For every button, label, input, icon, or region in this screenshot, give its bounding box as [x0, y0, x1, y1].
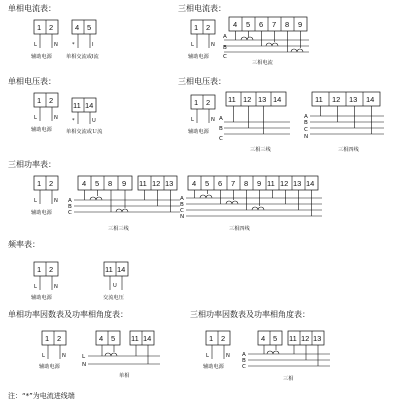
terminal-label: 1	[37, 179, 42, 188]
terminal-label: 2	[206, 23, 211, 32]
terminal-label: 4	[75, 23, 80, 32]
line-label: L	[34, 115, 37, 121]
voltage-terminal-block	[66, 98, 103, 135]
terminal-label: 1	[37, 23, 42, 32]
pf-single-terminal-block	[82, 331, 160, 379]
terminal-label: 8	[285, 20, 290, 29]
phase-label: C	[223, 54, 227, 60]
terminal-label: 7	[231, 179, 236, 188]
terminal-label: 5	[95, 179, 100, 188]
aux-power-label: 辅助电源	[31, 127, 52, 133]
terminal-label: 12	[152, 179, 161, 188]
three-power-section	[8, 159, 322, 232]
phase-label: B	[180, 202, 184, 208]
pf-three-terminal-block	[242, 331, 330, 382]
terminal-label: 1	[194, 23, 199, 32]
current-mark: I	[92, 42, 94, 48]
signal-label: 单相交流或Ｕ流	[66, 129, 103, 135]
neutral-label: N	[54, 115, 58, 121]
terminal-label: 4	[82, 179, 87, 188]
single-current-section	[8, 3, 99, 60]
terminal-label: 12	[243, 95, 252, 104]
terminal-label: 4	[233, 20, 238, 29]
aux-power-label: 辅助电源	[188, 54, 209, 60]
single-pf-section	[8, 309, 160, 379]
footnote: 注：“*”为电流进线端	[8, 392, 75, 400]
phase-label: B	[219, 126, 223, 132]
aux-power-label: 辅助电源	[31, 295, 52, 301]
section-title: 单相电流表：	[8, 4, 56, 13]
terminal-label: 14	[366, 95, 375, 104]
phase-label: N	[82, 362, 87, 368]
terminal-label: 2	[57, 334, 62, 343]
voltage-3w-terminal-block	[219, 92, 290, 153]
terminal-label: 9	[257, 179, 262, 188]
terminal-label: 5	[111, 334, 116, 343]
neutral-label: N	[54, 42, 58, 48]
terminal-label: 13	[258, 95, 267, 104]
terminal-label: 4	[99, 334, 104, 343]
terminal-label: 13	[165, 179, 174, 188]
signal-label: 单相	[119, 373, 130, 379]
terminal-label: 14	[143, 334, 152, 343]
power-terminal-block	[31, 176, 58, 216]
terminal-label: 11	[105, 265, 113, 274]
terminal-label: 11	[139, 179, 147, 188]
terminal-label: 4	[192, 179, 197, 188]
aux-power-label: 辅助电源	[188, 129, 209, 135]
signal-label: 三相三线	[250, 147, 271, 153]
terminal-label: 13	[349, 95, 358, 104]
terminal-label: 9	[122, 179, 127, 188]
section-title: 三相功率因数表及功率相角度表：	[190, 310, 310, 319]
line-label: L	[206, 353, 209, 359]
terminal-label: 8	[108, 179, 113, 188]
phase-label: B	[68, 204, 72, 210]
frequency-section	[8, 239, 128, 301]
aux-power-label: 辅助电源	[203, 364, 224, 370]
phase-label: C	[304, 127, 308, 133]
section-title: 三相电压表：	[178, 77, 226, 86]
voltage-4w-terminal-block	[304, 92, 384, 153]
section-title: 三相功率表：	[8, 160, 56, 169]
terminal-label: 1	[194, 98, 199, 107]
power-terminal-block	[203, 331, 230, 370]
section-title: 频率表：	[8, 240, 40, 249]
section-title: 三相电流表：	[178, 4, 226, 13]
terminal-label: 1	[209, 334, 214, 343]
phase-label: A	[219, 116, 223, 122]
neutral-label: N	[211, 117, 215, 123]
terminal-label: 2	[49, 23, 54, 32]
terminal-label: 1	[45, 334, 50, 343]
phase-label: C	[242, 364, 246, 370]
terminal-label: 14	[306, 179, 315, 188]
three-voltage-section	[178, 76, 384, 153]
terminal-label: 13	[313, 334, 322, 343]
phase-label: B	[304, 120, 308, 126]
terminal-label: 5	[87, 23, 92, 32]
line-label: L	[191, 117, 194, 123]
line-label: L	[34, 42, 37, 48]
power-terminal-block	[188, 95, 215, 135]
signal-label: 三相	[283, 376, 294, 382]
incoming-mark: *	[72, 118, 75, 124]
single-voltage-section	[8, 76, 103, 135]
voltage-mark: U	[113, 283, 117, 289]
frequency-terminal-block	[103, 262, 128, 301]
terminal-label: 1	[37, 265, 42, 274]
phase-label: N	[304, 134, 309, 140]
signal-label: 三相三线	[108, 226, 129, 232]
signal-label: 交流电压	[103, 295, 124, 301]
voltage-mark: U	[92, 118, 96, 124]
terminal-label: 14	[85, 101, 94, 110]
power-4w-terminal-block	[180, 176, 322, 232]
neutral-label: N	[62, 353, 66, 359]
terminal-label: 4	[261, 334, 266, 343]
section-title: 单相电压表：	[8, 77, 56, 86]
signal-label: 三相四线	[338, 147, 359, 153]
power-3w-terminal-block	[68, 176, 180, 232]
terminal-label: 5	[205, 179, 210, 188]
power-terminal-block	[39, 331, 66, 370]
terminal-label: 12	[280, 179, 289, 188]
terminal-label: 14	[117, 265, 126, 274]
incoming-mark: *	[72, 42, 75, 48]
terminal-label: 11	[131, 334, 139, 343]
phase-label: A	[304, 114, 308, 120]
aux-power-label: 辅助电源	[39, 364, 60, 370]
terminal-label: 11	[228, 95, 236, 104]
terminal-label: 13	[293, 179, 302, 188]
phase-label: C	[219, 136, 223, 142]
aux-power-label: 辅助电源	[31, 210, 52, 216]
terminal-label: 1	[37, 96, 42, 105]
three-pf-section	[190, 309, 330, 382]
phase-label: L	[82, 354, 86, 360]
neutral-label: N	[54, 198, 58, 204]
line-label: L	[34, 284, 37, 290]
phase-label: A	[68, 198, 72, 204]
line-label: L	[191, 42, 194, 48]
current-terminal-block	[66, 20, 99, 60]
signal-label: 单相交流或Ⅰ流	[66, 54, 99, 60]
phase-label: A	[242, 352, 246, 358]
terminal-label: 2	[206, 98, 211, 107]
terminal-label: 9	[298, 20, 303, 29]
phase-label: A	[223, 34, 227, 40]
aux-power-label: 辅助电源	[31, 54, 52, 60]
phase-label: C	[180, 208, 184, 214]
terminal-label: 14	[273, 95, 282, 104]
section-title: 单相功率因数表及功率相角度表：	[8, 310, 128, 319]
power-terminal-block	[188, 20, 215, 60]
terminal-label: 11	[267, 179, 275, 188]
phase-label: B	[223, 45, 227, 51]
terminal-label: 6	[259, 20, 264, 29]
line-label: L	[34, 198, 37, 204]
phase-label: A	[180, 196, 184, 202]
neutral-label: N	[54, 284, 58, 290]
phase-label: C	[68, 210, 72, 216]
terminal-label: 11	[315, 95, 323, 104]
power-terminal-block	[31, 20, 58, 60]
phase-label: N	[180, 214, 185, 220]
three-current-section	[178, 3, 309, 66]
power-terminal-block	[31, 93, 58, 133]
terminal-label: 12	[332, 95, 341, 104]
terminal-label: 5	[246, 20, 251, 29]
terminal-label: 6	[218, 179, 223, 188]
terminal-label: 2	[49, 179, 54, 188]
terminal-label: 11	[73, 101, 81, 110]
line-label: L	[42, 353, 45, 359]
current-terminal-block	[223, 17, 309, 66]
neutral-label: N	[211, 42, 215, 48]
terminal-label: 7	[272, 20, 277, 29]
power-terminal-block	[31, 262, 58, 301]
terminal-label: 2	[49, 265, 54, 274]
terminal-label: 12	[301, 334, 310, 343]
signal-label: 三相电流	[252, 60, 273, 66]
terminal-label: 8	[244, 179, 249, 188]
signal-label: 三相四线	[229, 226, 250, 232]
neutral-label: N	[226, 353, 230, 359]
terminal-label: 2	[49, 96, 54, 105]
terminal-label: 11	[289, 334, 297, 343]
phase-label: B	[242, 358, 246, 364]
terminal-label: 5	[273, 334, 278, 343]
terminal-label: 2	[221, 334, 226, 343]
